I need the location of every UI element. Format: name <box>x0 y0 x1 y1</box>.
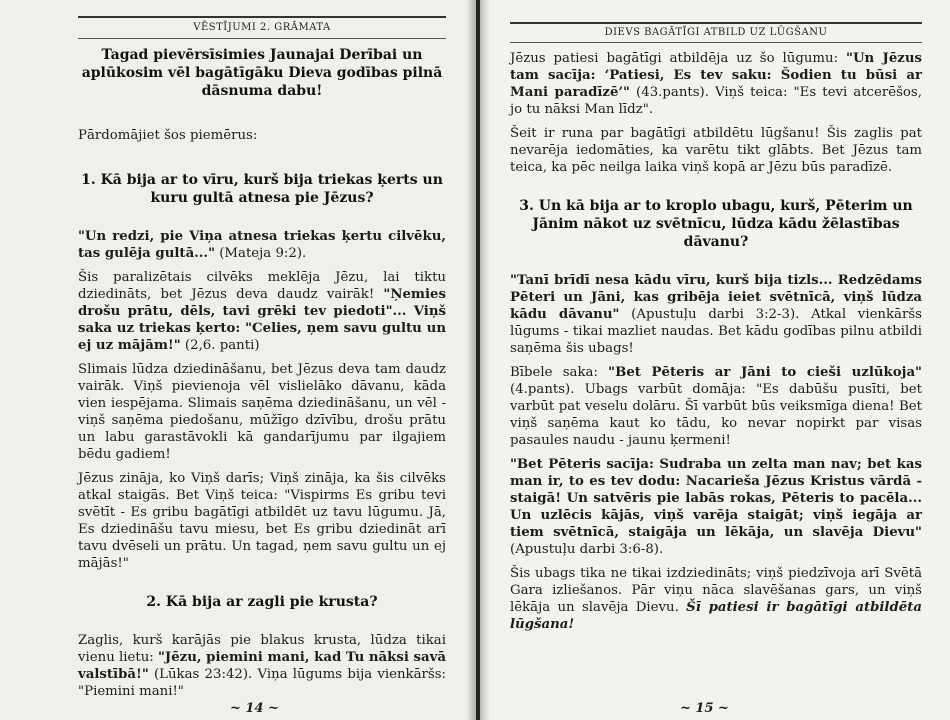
header-rule-bottom <box>510 42 922 43</box>
quote-text: "Tanī brīdī nesa kādu vīru, kurš bija tizls... Redzēdams Pēteri un Jāni, kas gribēja ieiet svētnīcā, viņš lūdza kādu dāvanu" <box>510 273 922 322</box>
paragraph-text: Šis paralizētais cilvēks meklēja Jēzu, lai tiktu dziedināts, bet Jēzus deva daudz vairāk! <box>78 270 446 302</box>
page-header: VĒSTĪJUMI 2. GRĀMATA <box>193 22 331 33</box>
header-rule-bottom <box>78 38 446 39</box>
quote-text: "Un Jēzus tam sacīja: ‘Patiesi, Es tev saku: Šodien tu būsi ar Mani paradīzē’" <box>510 51 922 100</box>
right-page <box>480 0 950 720</box>
question-1-heading: 1. Kā bija ar to vīru, kurš bija triekas ķerts un kuru gultā atnesa pie Jēzus? <box>81 172 443 206</box>
paragraph: Jēzus zināja, ko Viņš darīs; Viņš zināja, ka šis cilvēks atkal staigās. Bet Viņš teica: "Vispirms Es gribu tevi svētīt - Es gribu bagātīgi atbildēt uz tavu lūgumu. Jā, Es dziedināšu tavu miesu, bet Es gribu dziedināt arī tavu dvēseli un prātu. Un tagad, ņem savu gultu un ej mājās!" <box>78 471 446 571</box>
paragraph <box>510 364 922 449</box>
intro-heading: Tagad pievērsīsimies Jaunajai Derībai un aplūkosim vēl bagātīgāku Dieva godības pilnā dāsnuma dabu! <box>81 47 443 99</box>
quote-reference: (2,6. panti) <box>180 338 260 353</box>
left-page-content <box>78 46 446 707</box>
paragraph-text: (4.pants). Ubags varbūt domāja: "Es dabūšu pusīti, bet varbūt pat veselu dolāru. Šī varbūt būs veiksmīga diena! Bet viņš saņēma kaut ko tādu, ko nevar nopirkt par visas pasaules naudu - jaunu ķermeni! <box>510 382 922 448</box>
paragraph-text: Jēzus patiesi bagātīgi atbildēja uz šo lūgumu: <box>510 51 847 66</box>
paragraph: Šeit ir runa par bagātīgi atbildētu lūgšanu! Šis zaglis pat nevarēja iedomāties, ka varētu tikt glābts. Bet Jēzus tam teica, ka pēc neilga laika viņš kopā ar Jēzu būs paradīzē. <box>510 126 922 175</box>
paragraph <box>78 269 446 354</box>
paragraph-text: Zaglis, kurš karājās pie blakus krusta, lūdza tikai vienu lietu: <box>78 633 446 665</box>
paragraph <box>78 632 446 700</box>
quote-text: "Bet Pēteris sacīja: Sudraba un zelta man nav; bet kas man ir, to es tev dodu: Nacarieša Jēzus Kristus vārdā - staigā! Un satvēris pie labās rokas, Pēteris to pacēla... Un uzlēcis kājās, viņš varēja staigāt; viņš iegāja ar tiem svētnīcā, staigāja un lēkāja, un slavēja Dievu" <box>510 457 922 540</box>
quote-text: "Ņemies drošu prātu, dēls, tavi grēki tev piedoti"... Viņš saka uz triekas ķerto: "Celies, ņem savu gultu un ej uz mājām!" <box>78 287 446 353</box>
header-rule-top <box>78 16 446 18</box>
paragraph <box>510 565 922 633</box>
quote-reference: (Mateja 9:2). <box>215 246 307 261</box>
question-2-heading: 2. Kā bija ar zagli pie krusta? <box>146 594 378 610</box>
paragraph: Slimais lūdza dziedināšanu, bet Jēzus deva tam daudz vairāk. Viņš pievienoja vēl vislielāko dāvanu, kāda vien iespējama. Slimais saņēma dziedināšanu, un vēl - viņš saņēma piedošanu, mūžīgo dzīvību, drošu prātu un labu garastāvokli kā gandarījumu par ilgajiem bēdu gadiem! <box>78 362 446 462</box>
paragraph <box>510 456 922 558</box>
header-rule-top <box>510 22 922 24</box>
book-gutter-shadow <box>466 0 490 720</box>
paragraph-text: Šis ubags tika ne tikai izdziedināts; viņš piedzīvoja arī Svētā Gara izliešanos. Pār viņu nāca slavēšanas gars, un viņš lēkāja un slavēja Dievu. <box>510 566 922 615</box>
quote-text: "Bet Pēteris ar Jāni to cieši uzlūkoja" <box>608 365 922 380</box>
paragraph-text: (Apustuļu darbi 3:2-3). Atkal vienkāršs lūgums - tikai mazliet naudas. Bet kādu godības pilnu atbildi saņēma šis ubags! <box>510 307 922 356</box>
paragraph <box>510 50 922 118</box>
quote-reference: (Apustuļu darbi 3:6-8). <box>510 542 664 557</box>
question-1-quote <box>78 228 446 262</box>
paragraph-text: Bībele saka: <box>510 365 609 380</box>
quote-text: "Un redzi, pie Viņa atnesa triekas ķertu cilvēku, tas gulēja gultā..." <box>78 229 446 261</box>
page-number: ~ 14 ~ <box>230 701 279 716</box>
page-header: DIEVS BAGĀTĪGI ATBILD UZ LŪGŠANU <box>604 27 828 38</box>
paragraph <box>510 272 922 357</box>
quote-reference: (43.pants). Viņš teica: "Es tevi atcerēšos, jo tu nāksi Man līdz". <box>510 85 922 117</box>
question-3-heading: 3. Un kā bija ar to kroplo ubagu, kurš, Pēterim un Jānim nākot uz svētnīcu, lūdza kādu žēlastības dāvanu? <box>519 198 913 250</box>
closing-text: Šī patiesi ir bagātīgi atbildēta lūgšana! <box>510 600 922 632</box>
quote-text: "Jēzu, piemini mani, kad Tu nāksi savā valstībā!" <box>78 650 446 682</box>
paragraph-text: (Lūkas 23:42). Viņa lūgums bija vienkāršs: "Piemini mani!" <box>78 667 446 699</box>
consider-text: Pārdomājiet šos piemērus: <box>78 128 258 143</box>
right-page-content <box>510 50 922 640</box>
page-number: ~ 15 ~ <box>680 701 729 716</box>
